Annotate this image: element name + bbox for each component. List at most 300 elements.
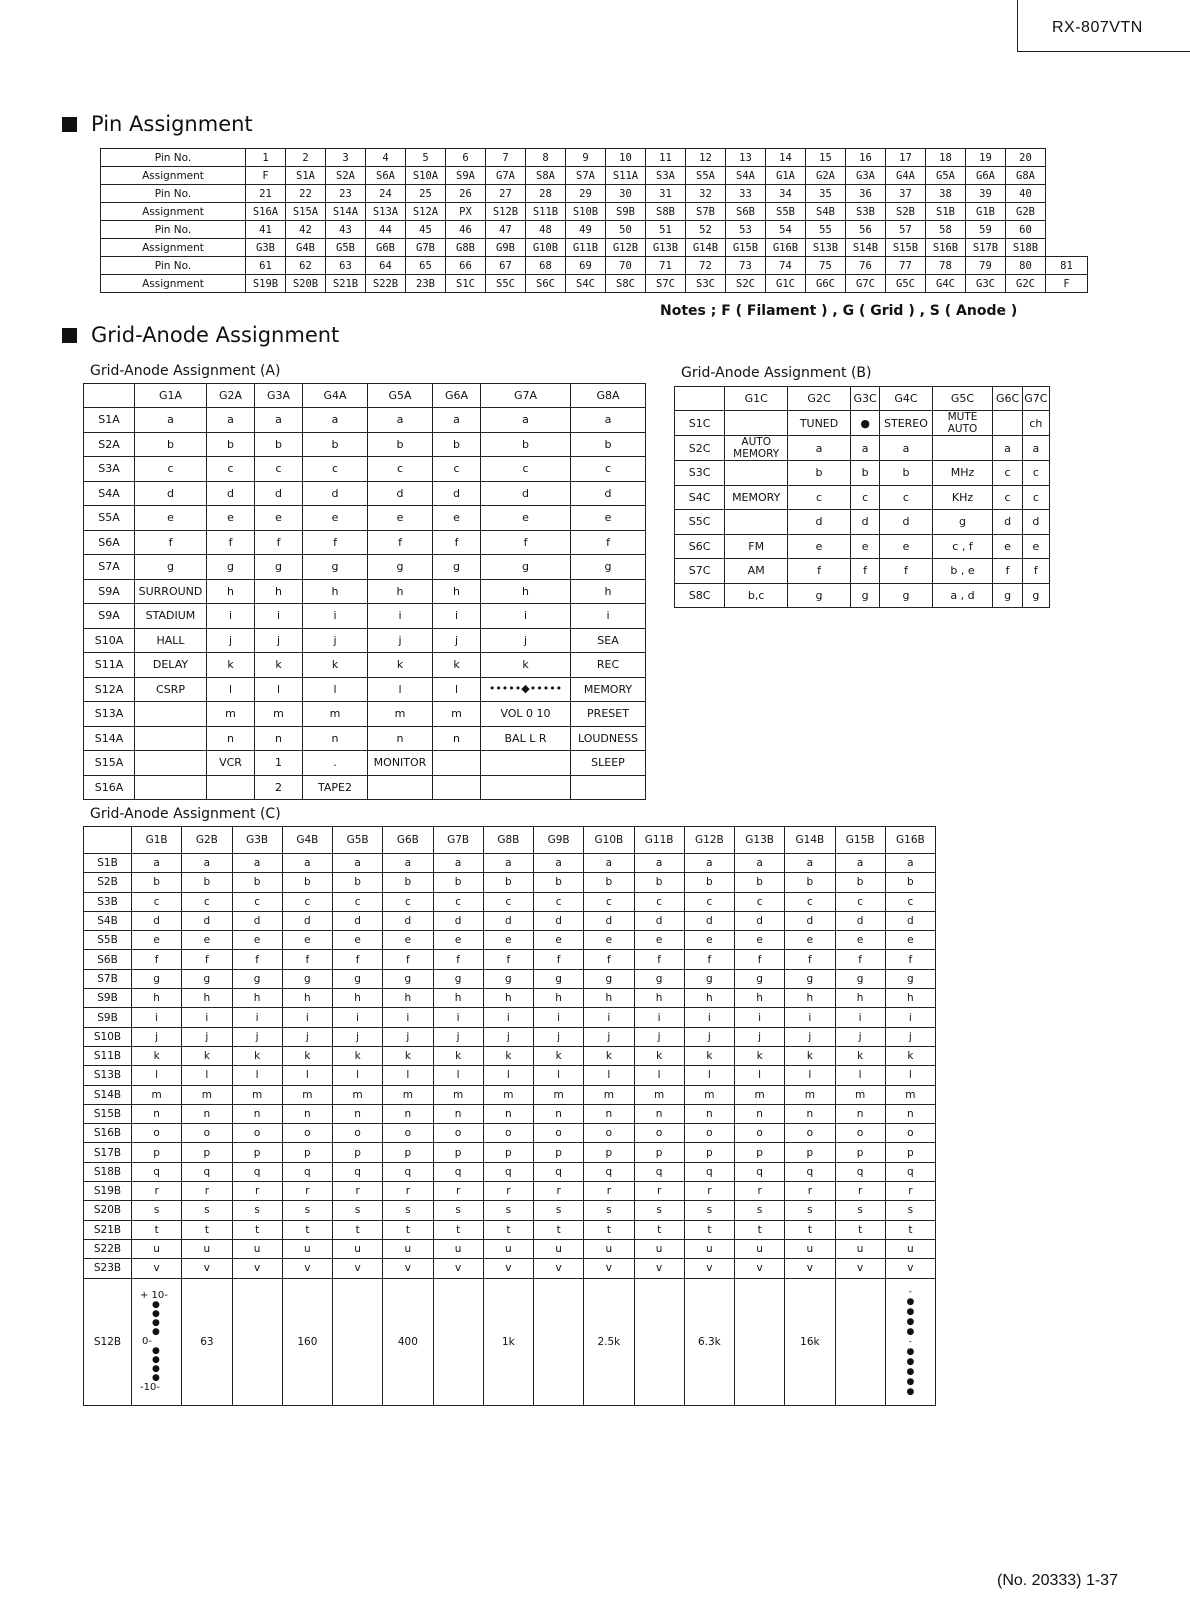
table-c-cell: i	[534, 1008, 584, 1027]
eq-band-cell: 6.3k	[684, 1278, 734, 1405]
table-c-cell: b	[232, 873, 282, 892]
table-c-cell: h	[333, 989, 383, 1008]
pin-cell: 6	[446, 149, 486, 167]
table-b-cell: a	[993, 436, 1022, 461]
table-c-cell: p	[684, 1143, 734, 1162]
table-c-cell: v	[584, 1259, 634, 1278]
table-c-cell: k	[785, 1046, 835, 1065]
pin-cell: 58	[926, 221, 966, 239]
pin-row-label: Pin No.	[101, 257, 246, 275]
pin-cell: S21B	[326, 275, 366, 293]
table-a-cell: b	[368, 432, 433, 457]
table-c-cell: a	[433, 854, 483, 873]
table-c-cell: p	[483, 1143, 533, 1162]
table-c-cell: i	[584, 1008, 634, 1027]
table-b-cell: AUTO MEMORY	[725, 436, 788, 461]
table-a-cell: LOUDNESS	[571, 726, 646, 751]
pin-cell: 23	[326, 185, 366, 203]
table-c-cell: j	[534, 1027, 584, 1046]
table-c-cell: d	[584, 911, 634, 930]
table-a-header: G4A	[303, 384, 368, 408]
table-c-cell: g	[182, 969, 232, 988]
table-b-row-label: S4C	[675, 485, 725, 510]
table-c-row	[84, 854, 936, 873]
pin-cell: 32	[686, 185, 726, 203]
pin-cell: 80	[1006, 257, 1046, 275]
table-c-cell: b	[885, 873, 935, 892]
pin-cell: 75	[806, 257, 846, 275]
pin-cell: S2B	[886, 203, 926, 221]
table-c-cell: g	[333, 969, 383, 988]
table-c-cell: r	[433, 1182, 483, 1201]
table-c-cell: p	[433, 1143, 483, 1162]
table-c-cell: s	[333, 1201, 383, 1220]
table-c-cell: v	[684, 1259, 734, 1278]
table-a-cell: l	[433, 677, 481, 702]
table-b-cell: c	[788, 485, 851, 510]
pin-assignment-title: Pin Assignment	[91, 112, 253, 136]
table-c-cell: q	[483, 1162, 533, 1181]
table-c-cell: q	[232, 1162, 282, 1181]
pin-cell: 60	[1006, 221, 1046, 239]
table-a-cell: h	[571, 579, 646, 604]
table-a-cell: b	[207, 432, 255, 457]
table-b-cell: a	[880, 436, 932, 461]
table-a-cell: BAL L R	[481, 726, 571, 751]
pin-cell: G11B	[566, 239, 606, 257]
table-c-cell: e	[282, 931, 332, 950]
table-c-cell: e	[584, 931, 634, 950]
pin-cell: S5A	[686, 167, 726, 185]
table-c-cell: q	[735, 1162, 785, 1181]
pin-cell: G8B	[446, 239, 486, 257]
table-c-cell: a	[232, 854, 282, 873]
table-a-cell: c	[481, 457, 571, 482]
table-c-header: G11B	[634, 827, 684, 854]
pin-cell: G15B	[726, 239, 766, 257]
table-c-cell: j	[282, 1027, 332, 1046]
table-b-header-row	[675, 387, 1050, 411]
pin-cell: 63	[326, 257, 366, 275]
table-a-cell: e	[571, 506, 646, 531]
table-a-cell: d	[135, 481, 207, 506]
model-number: RX-807VTN	[1052, 19, 1143, 36]
table-b-header: G5C	[932, 387, 993, 411]
table-c-cell: n	[483, 1104, 533, 1123]
pin-cell: G3A	[846, 167, 886, 185]
table-c-cell: u	[282, 1239, 332, 1258]
pin-cell: 61	[246, 257, 286, 275]
table-c-cell: h	[182, 989, 232, 1008]
table-b-cell: a , d	[932, 583, 993, 608]
table-c-header: G13B	[735, 827, 785, 854]
table-c-cell: q	[333, 1162, 383, 1181]
table-c-cell: c	[333, 892, 383, 911]
table-c-cell: l	[132, 1066, 182, 1085]
table-c-cell: v	[232, 1259, 282, 1278]
table-c-cell: h	[684, 989, 734, 1008]
table-a-cell: i	[433, 604, 481, 629]
pin-cell: 19	[966, 149, 1006, 167]
table-c-header: G1B	[132, 827, 182, 854]
table-c-cell: t	[735, 1220, 785, 1239]
table-c-cell: u	[684, 1239, 734, 1258]
table-b-cell: FM	[725, 534, 788, 559]
table-c-cell: f	[433, 950, 483, 969]
table-c-row	[84, 1239, 936, 1258]
pin-cell: S8C	[606, 275, 646, 293]
table-a-cell: TAPE2	[303, 775, 368, 800]
table-c-cell: d	[684, 911, 734, 930]
table-a-cell: d	[207, 481, 255, 506]
table-a-cell: d	[255, 481, 303, 506]
pin-cell: G1B	[966, 203, 1006, 221]
table-a-cell	[135, 726, 207, 751]
page-footer: (No. 20333) 1-37	[997, 1572, 1118, 1589]
table-c-cell: k	[282, 1046, 332, 1065]
table-c-cell: v	[433, 1259, 483, 1278]
table-c-cell: j	[333, 1027, 383, 1046]
table-c-cell: s	[735, 1201, 785, 1220]
table-b-row-label: S6C	[675, 534, 725, 559]
table-c-row-label: S3B	[84, 892, 132, 911]
table-a-cell: h	[255, 579, 303, 604]
grid-anode-title: Grid-Anode Assignment	[91, 323, 340, 347]
table-a-cell: n	[255, 726, 303, 751]
table-a-row	[84, 775, 646, 800]
table-c-row-label: S9B	[84, 1008, 132, 1027]
table-a-cell: d	[481, 481, 571, 506]
table-c-cell: b	[182, 873, 232, 892]
table-c-cell: a	[333, 854, 383, 873]
table-c-cell: g	[483, 969, 533, 988]
table-a-cell	[135, 702, 207, 727]
table-c-cell: p	[735, 1143, 785, 1162]
table-c-cell: g	[835, 969, 885, 988]
pin-cell: S10B	[566, 203, 606, 221]
eq-scale	[132, 1278, 182, 1405]
table-c-cell: m	[835, 1085, 885, 1104]
table-c-cell: c	[383, 892, 433, 911]
table-b-cell: a	[788, 436, 851, 461]
table-c-cell: d	[433, 911, 483, 930]
table-a-cell: e	[481, 506, 571, 531]
table-c-row-label: S2B	[84, 873, 132, 892]
table-c-cell: r	[232, 1182, 282, 1201]
table-a-header: G2A	[207, 384, 255, 408]
empty-cell	[1046, 203, 1088, 221]
table-c-cell: f	[182, 950, 232, 969]
table-c-row-label: S18B	[84, 1162, 132, 1181]
pin-cell: S14B	[846, 239, 886, 257]
table-a-header: G5A	[368, 384, 433, 408]
pin-cell: S19B	[246, 275, 286, 293]
pin-cell: F	[1046, 275, 1088, 293]
table-c-cell: p	[282, 1143, 332, 1162]
pin-cell: 70	[606, 257, 646, 275]
table-c-cell: l	[383, 1066, 433, 1085]
table-c-cell: u	[584, 1239, 634, 1258]
table-c-cell: j	[634, 1027, 684, 1046]
table-c-cell: l	[182, 1066, 232, 1085]
table-c-cell: f	[835, 950, 885, 969]
table-a-row-label: S15A	[84, 751, 135, 776]
table-a-cell: h	[433, 579, 481, 604]
table-a-row	[84, 628, 646, 653]
table-a-cell: n	[368, 726, 433, 751]
pin-row-label: Assignment	[101, 275, 246, 293]
pin-cell: G2B	[1006, 203, 1046, 221]
table-c-cell: j	[885, 1027, 935, 1046]
pin-cell: 54	[766, 221, 806, 239]
table-c-cell: q	[534, 1162, 584, 1181]
table-c-cell: m	[885, 1085, 935, 1104]
pin-cell: S7C	[646, 275, 686, 293]
table-c-cell: c	[232, 892, 282, 911]
table-c-cell: u	[735, 1239, 785, 1258]
table-b-cell	[932, 436, 993, 461]
pin-cell: S2C	[726, 275, 766, 293]
table-a-cell: MEMORY	[571, 677, 646, 702]
table-c-row	[84, 1259, 936, 1278]
table-c-row-label: S21B	[84, 1220, 132, 1239]
pin-cell: G1A	[766, 167, 806, 185]
table-c-header	[84, 827, 132, 854]
table-c-cell: j	[232, 1027, 282, 1046]
pin-cell: 37	[886, 185, 926, 203]
table-c-cell: m	[634, 1085, 684, 1104]
pin-cell: 57	[886, 221, 926, 239]
table-a-cell: e	[207, 506, 255, 531]
table-c-cell: r	[634, 1182, 684, 1201]
table-a-row	[84, 530, 646, 555]
table-c-cell: b	[684, 873, 734, 892]
pin-cell: 12	[686, 149, 726, 167]
table-c-cell: r	[182, 1182, 232, 1201]
table-a-cell: MONITOR	[368, 751, 433, 776]
table-b-cell: MUTE AUTO	[932, 411, 993, 436]
pin-cell: G3C	[966, 275, 1006, 293]
table-c-cell: i	[182, 1008, 232, 1027]
table-c-cell: j	[785, 1027, 835, 1046]
table-c-cell: e	[433, 931, 483, 950]
pin-cell: S13A	[366, 203, 406, 221]
pin-cell: 43	[326, 221, 366, 239]
table-c-cell: e	[835, 931, 885, 950]
table-c-cell: i	[785, 1008, 835, 1027]
table-a-cell: j	[255, 628, 303, 653]
pin-cell: 3	[326, 149, 366, 167]
pin-cell: 13	[726, 149, 766, 167]
table-c-cell: k	[584, 1046, 634, 1065]
table-c-cell: f	[885, 950, 935, 969]
table-c-cell: k	[534, 1046, 584, 1065]
table-a-cell: PRESET	[571, 702, 646, 727]
table-a-cell: d	[303, 481, 368, 506]
table-c-cell: b	[132, 873, 182, 892]
pin-cell: 46	[446, 221, 486, 239]
table-b-cell: b	[850, 461, 879, 486]
table-a-cell: n	[303, 726, 368, 751]
table-a-row-label: S4A	[84, 481, 135, 506]
table-c-cell: p	[383, 1143, 433, 1162]
table-c-cell: m	[333, 1085, 383, 1104]
table-c-cell: p	[534, 1143, 584, 1162]
table-c-cell: k	[835, 1046, 885, 1065]
table-b-cell: ●	[850, 411, 879, 436]
table-a-cell: CSRP	[135, 677, 207, 702]
table-c-cell: u	[885, 1239, 935, 1258]
table-c-cell: a	[282, 854, 332, 873]
pin-cell: 11	[646, 149, 686, 167]
table-c-cell: h	[534, 989, 584, 1008]
pin-cell: 77	[886, 257, 926, 275]
table-c-cell: d	[483, 911, 533, 930]
table-a-cell: j	[207, 628, 255, 653]
table-a-cell: m	[368, 702, 433, 727]
eq-dots-icon: ● ● ● ●	[152, 1299, 160, 1337]
pin-cell: 79	[966, 257, 1006, 275]
eq-scale-top: + 10-	[140, 1289, 168, 1301]
pin-cell: 23B	[406, 275, 446, 293]
pin-cell: 8	[526, 149, 566, 167]
table-c-cell: l	[735, 1066, 785, 1085]
table-c-cell: u	[333, 1239, 383, 1258]
table-c-cell: t	[584, 1220, 634, 1239]
pin-cell: 24	[366, 185, 406, 203]
table-b-cell: e	[880, 534, 932, 559]
table-c-cell: g	[132, 969, 182, 988]
table-c-cell: i	[835, 1008, 885, 1027]
table-a-row	[84, 751, 646, 776]
table-b-cell: g	[932, 510, 993, 535]
table-b-row	[675, 436, 1050, 461]
eq-dots-icon: - ● ● ● ● - ● ● ● ● ●	[885, 1278, 935, 1405]
pin-cell: 21	[246, 185, 286, 203]
table-c-cell: c	[182, 892, 232, 911]
table-c-cell: e	[232, 931, 282, 950]
pin-cell: 48	[526, 221, 566, 239]
pin-cell: 1	[246, 149, 286, 167]
table-c-cell: v	[383, 1259, 433, 1278]
pin-cell: 25	[406, 185, 446, 203]
table-c-cell: l	[282, 1066, 332, 1085]
table-c-cell: n	[534, 1104, 584, 1123]
table-c-cell: q	[835, 1162, 885, 1181]
table-c-cell: k	[232, 1046, 282, 1065]
table-c-cell: j	[383, 1027, 433, 1046]
table-a-cell: c	[571, 457, 646, 482]
table-c-cell: c	[282, 892, 332, 911]
table-c-cell: r	[735, 1182, 785, 1201]
table-c-cell: o	[433, 1124, 483, 1143]
pin-cell: 62	[286, 257, 326, 275]
table-c-cell: o	[534, 1124, 584, 1143]
table-c-cell: t	[634, 1220, 684, 1239]
table-c-cell: a	[785, 854, 835, 873]
pin-cell: PX	[446, 203, 486, 221]
table-c-cell: m	[132, 1085, 182, 1104]
table-a-cell	[207, 775, 255, 800]
table-c-cell: e	[333, 931, 383, 950]
table-b-cell	[725, 461, 788, 486]
table-c-cell: l	[433, 1066, 483, 1085]
table-c-row-label: S15B	[84, 1104, 132, 1123]
table-a-cell: SLEEP	[571, 751, 646, 776]
pin-cell: 44	[366, 221, 406, 239]
pin-cell: 53	[726, 221, 766, 239]
pin-cell: 22	[286, 185, 326, 203]
table-a-cell: f	[368, 530, 433, 555]
table-c-cell: i	[282, 1008, 332, 1027]
table-a-cell: j	[303, 628, 368, 653]
table-c-cell: i	[483, 1008, 533, 1027]
table-b-cell: g	[1022, 583, 1049, 608]
pin-cell: 68	[526, 257, 566, 275]
pin-cell: 56	[846, 221, 886, 239]
table-a-cell: k	[481, 653, 571, 678]
table-a-cell: c	[368, 457, 433, 482]
table-c-row	[84, 911, 936, 930]
pin-cell: S10A	[406, 167, 446, 185]
table-c-cell: s	[534, 1201, 584, 1220]
eq-band-cell: 2.5k	[584, 1278, 634, 1405]
pin-assignment-table	[100, 148, 1088, 293]
table-c-row-label: S9B	[84, 989, 132, 1008]
table-b-header: G2C	[788, 387, 851, 411]
pin-cell: G13B	[646, 239, 686, 257]
table-c-cell: h	[433, 989, 483, 1008]
table-a-cell: i	[481, 604, 571, 629]
table-c-cell: p	[785, 1143, 835, 1162]
table-c-cell: d	[383, 911, 433, 930]
pin-cell: S4B	[806, 203, 846, 221]
table-c-row-label: S5B	[84, 931, 132, 950]
table-c-row	[84, 989, 936, 1008]
table-c-cell: t	[785, 1220, 835, 1239]
table-c-cell: n	[584, 1104, 634, 1123]
table-c-cell: a	[835, 854, 885, 873]
table-c-cell: c	[835, 892, 885, 911]
table-c-cell: h	[483, 989, 533, 1008]
table-a-cell: i	[207, 604, 255, 629]
table-c-row	[84, 1046, 936, 1065]
pin-cell: G14B	[686, 239, 726, 257]
table-c-cell: m	[735, 1085, 785, 1104]
empty-cell	[1046, 221, 1088, 239]
table-b-cell: c	[850, 485, 879, 510]
pin-cell: 31	[646, 185, 686, 203]
table-c-cell: p	[132, 1143, 182, 1162]
table-c-cell: f	[383, 950, 433, 969]
table-c-cell: l	[232, 1066, 282, 1085]
table-c-cell: c	[684, 892, 734, 911]
table-a-cell: HALL	[135, 628, 207, 653]
table-c-cell: d	[232, 911, 282, 930]
table-b-cell: KHz	[932, 485, 993, 510]
table-a-cell: VOL 0 10	[481, 702, 571, 727]
table-a-cell: m	[207, 702, 255, 727]
eq-band-cell	[232, 1278, 282, 1405]
pin-row	[101, 167, 1088, 185]
table-c-row-label: S11B	[84, 1046, 132, 1065]
table-c-cell: e	[182, 931, 232, 950]
table-c-header: G9B	[534, 827, 584, 854]
table-a-cell: g	[433, 555, 481, 580]
table-c-cell: p	[885, 1143, 935, 1162]
pin-cell: F	[246, 167, 286, 185]
pin-cell: 49	[566, 221, 606, 239]
